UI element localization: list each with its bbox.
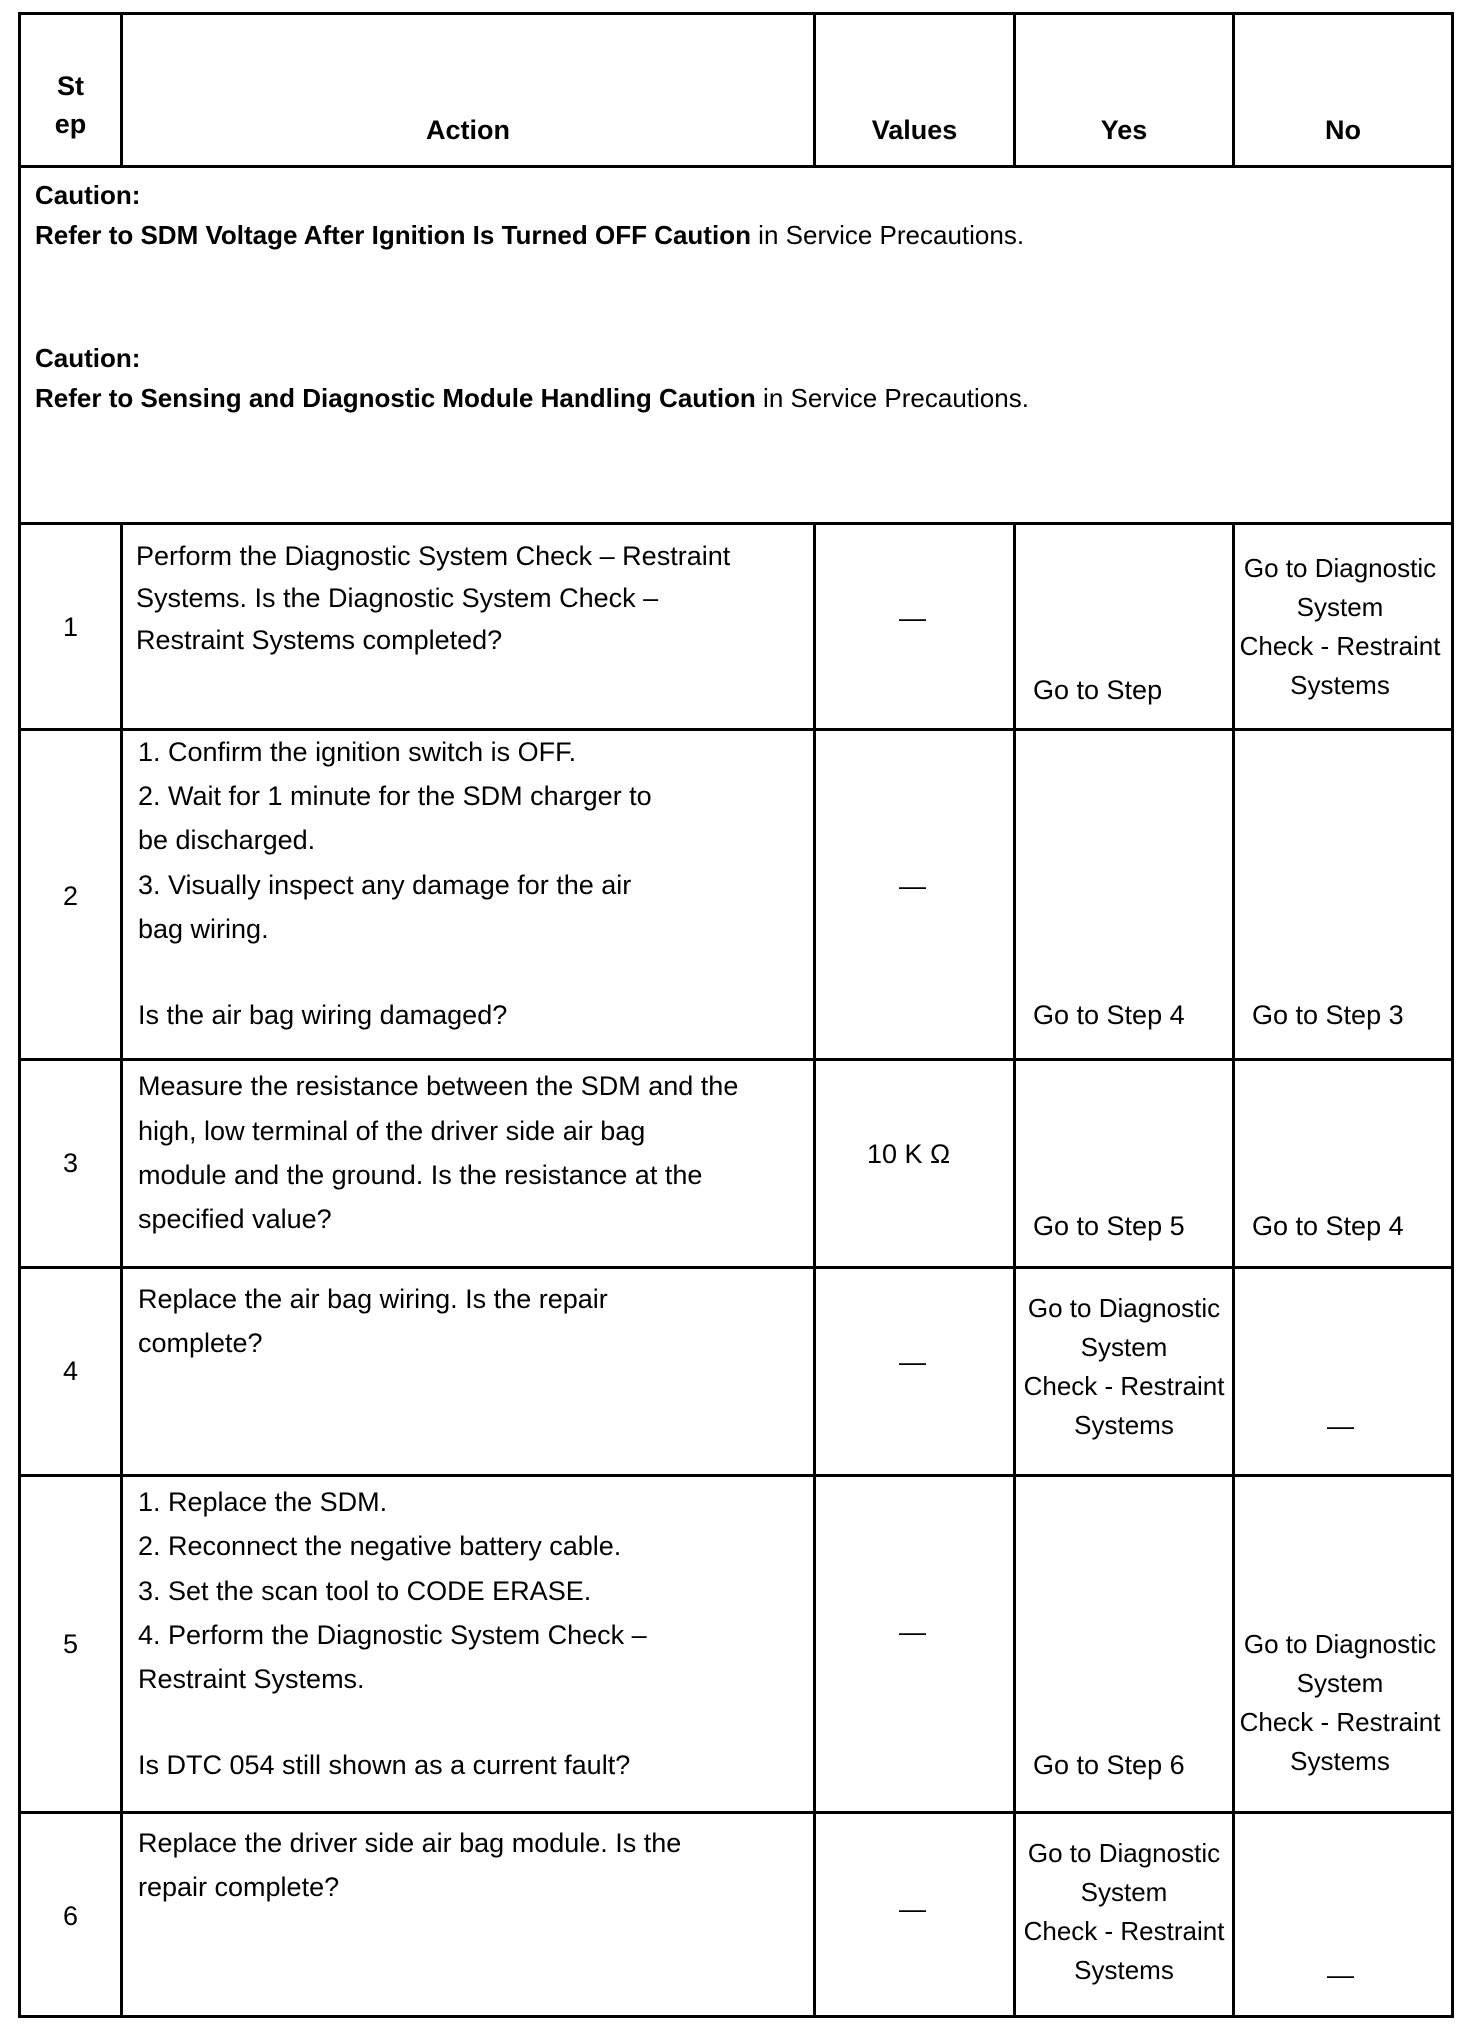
no-line: Systems [1290,1746,1390,1776]
caution-1-plain: in Service Precautions. [750,220,1025,250]
action-line: specified value? [138,1204,332,1234]
no-link[interactable] [1235,549,1445,705]
caution-row [21,165,1451,522]
header-step-line1: St [57,71,84,101]
caution-2-text [35,383,1029,414]
header-row [21,15,1451,165]
table-row [21,1811,1451,2015]
no-line: Go to Diagnostic [1243,553,1437,583]
no-line: Systems [1290,670,1390,700]
header-values-label: Values [871,115,958,145]
no-link[interactable]: Go to Step 4 [1252,1211,1404,1241]
yes-line: System [1080,1877,1168,1907]
value-text: — [899,1617,926,1647]
value-text: — [899,1894,926,1924]
action-line: Replace the driver side air bag module. Is the [138,1828,682,1858]
caution-2-title: Caution: [35,343,141,373]
no-link[interactable]: Go to Step 3 [1252,1000,1404,1030]
action-line: Measure the resistance between the SDM and the [138,1071,739,1101]
step-number: 2 [62,881,79,911]
header-values [816,15,1013,165]
header-yes [1016,15,1232,165]
table-row [21,1058,1451,1266]
action-line: be discharged. [138,825,316,855]
action-line: 1. Confirm the ignition switch is OFF. [138,737,577,767]
yes-link[interactable]: Go to Step 5 [1033,1211,1185,1241]
step-number: 5 [62,1629,79,1659]
header-step [21,15,120,165]
yes-link[interactable]: Go to Step 6 [1033,1750,1185,1780]
value-text: — [899,871,926,901]
header-action-label: Action [426,115,510,145]
action-line: 1. Replace the SDM. [138,1487,388,1517]
step-number: 3 [62,1148,79,1178]
no-line: System [1296,592,1384,622]
header-yes-label: Yes [1100,115,1148,145]
yes-line: Systems [1074,1410,1174,1440]
header-no-label: No [1325,115,1361,145]
action-line: Restraint Systems completed? [136,625,503,655]
value-text: — [899,1347,926,1377]
table-row [21,728,1451,1058]
no-line: Check - Restraint [1239,1707,1441,1737]
action-line: 2. Reconnect the negative battery cable. [138,1531,622,1561]
yes-line: Check - Restraint [1023,1371,1225,1401]
caution-1-title: Caution: [35,180,141,210]
no-text: — [1327,1411,1354,1441]
caution-1-text [35,220,1024,251]
action-line: Restraint Systems. [138,1664,365,1694]
caution-2-bold: Refer to Sensing and Diagnostic Module Handling Caution [35,383,756,413]
action-line: 3. Set the scan tool to CODE ERASE. [138,1576,592,1606]
action-line: 4. Perform the Diagnostic System Check – [138,1620,647,1650]
yes-line: System [1080,1332,1168,1362]
no-line: Check - Restraint [1239,631,1441,661]
table-row [21,1266,1451,1474]
action-line: high, low terminal of the driver side air bag [138,1116,646,1146]
no-text: — [1327,1960,1354,1990]
action-line: Is the air bag wiring damaged? [138,1000,508,1030]
action-line: Replace the air bag wiring. Is the repair [138,1284,608,1314]
header-no [1235,15,1451,165]
step-number: 6 [62,1901,79,1931]
yes-link[interactable]: Go to Step 4 [1033,1000,1185,1030]
value-text: — [899,603,926,633]
value-text: 10 K Ω [867,1139,951,1169]
no-line: Go to Diagnostic [1243,1629,1437,1659]
step-number: 4 [62,1356,79,1386]
table-row [21,522,1451,728]
no-line: System [1296,1668,1384,1698]
action-line: 3. Visually inspect any damage for the air [138,870,632,900]
action-line: complete? [138,1328,263,1358]
action-line: Perform the Diagnostic System Check – Restraint [136,541,731,571]
action-line: repair complete? [138,1872,340,1902]
caution-2-plain: in Service Precautions. [755,383,1029,413]
yes-line: Go to Diagnostic [1027,1293,1221,1323]
action-line: 2. Wait for 1 minute for the SDM charger to [138,781,652,811]
caution-1-bold: Refer to SDM Voltage After Ignition Is Turned OFF Caution [35,220,751,250]
yes-line: Check - Restraint [1023,1916,1225,1946]
action-line: Systems. Is the Diagnostic System Check – [136,583,659,613]
action-line: Is DTC 054 still shown as a current fault? [138,1750,631,1780]
header-step-line2: ep [54,109,87,139]
yes-line: Go to Diagnostic [1027,1838,1221,1868]
header-action [123,15,813,165]
no-link[interactable] [1235,1625,1445,1781]
action-line: bag wiring. [138,914,269,944]
yes-link[interactable] [1019,1834,1229,1990]
step-number: 1 [62,612,79,642]
yes-line: Systems [1074,1955,1174,1985]
yes-link[interactable]: Go to Step [1033,675,1163,705]
table-row [21,1474,1451,1811]
yes-link[interactable] [1019,1289,1229,1445]
action-line: module and the ground. Is the resistance at the [138,1160,703,1190]
diagnostic-table [18,12,1454,2018]
